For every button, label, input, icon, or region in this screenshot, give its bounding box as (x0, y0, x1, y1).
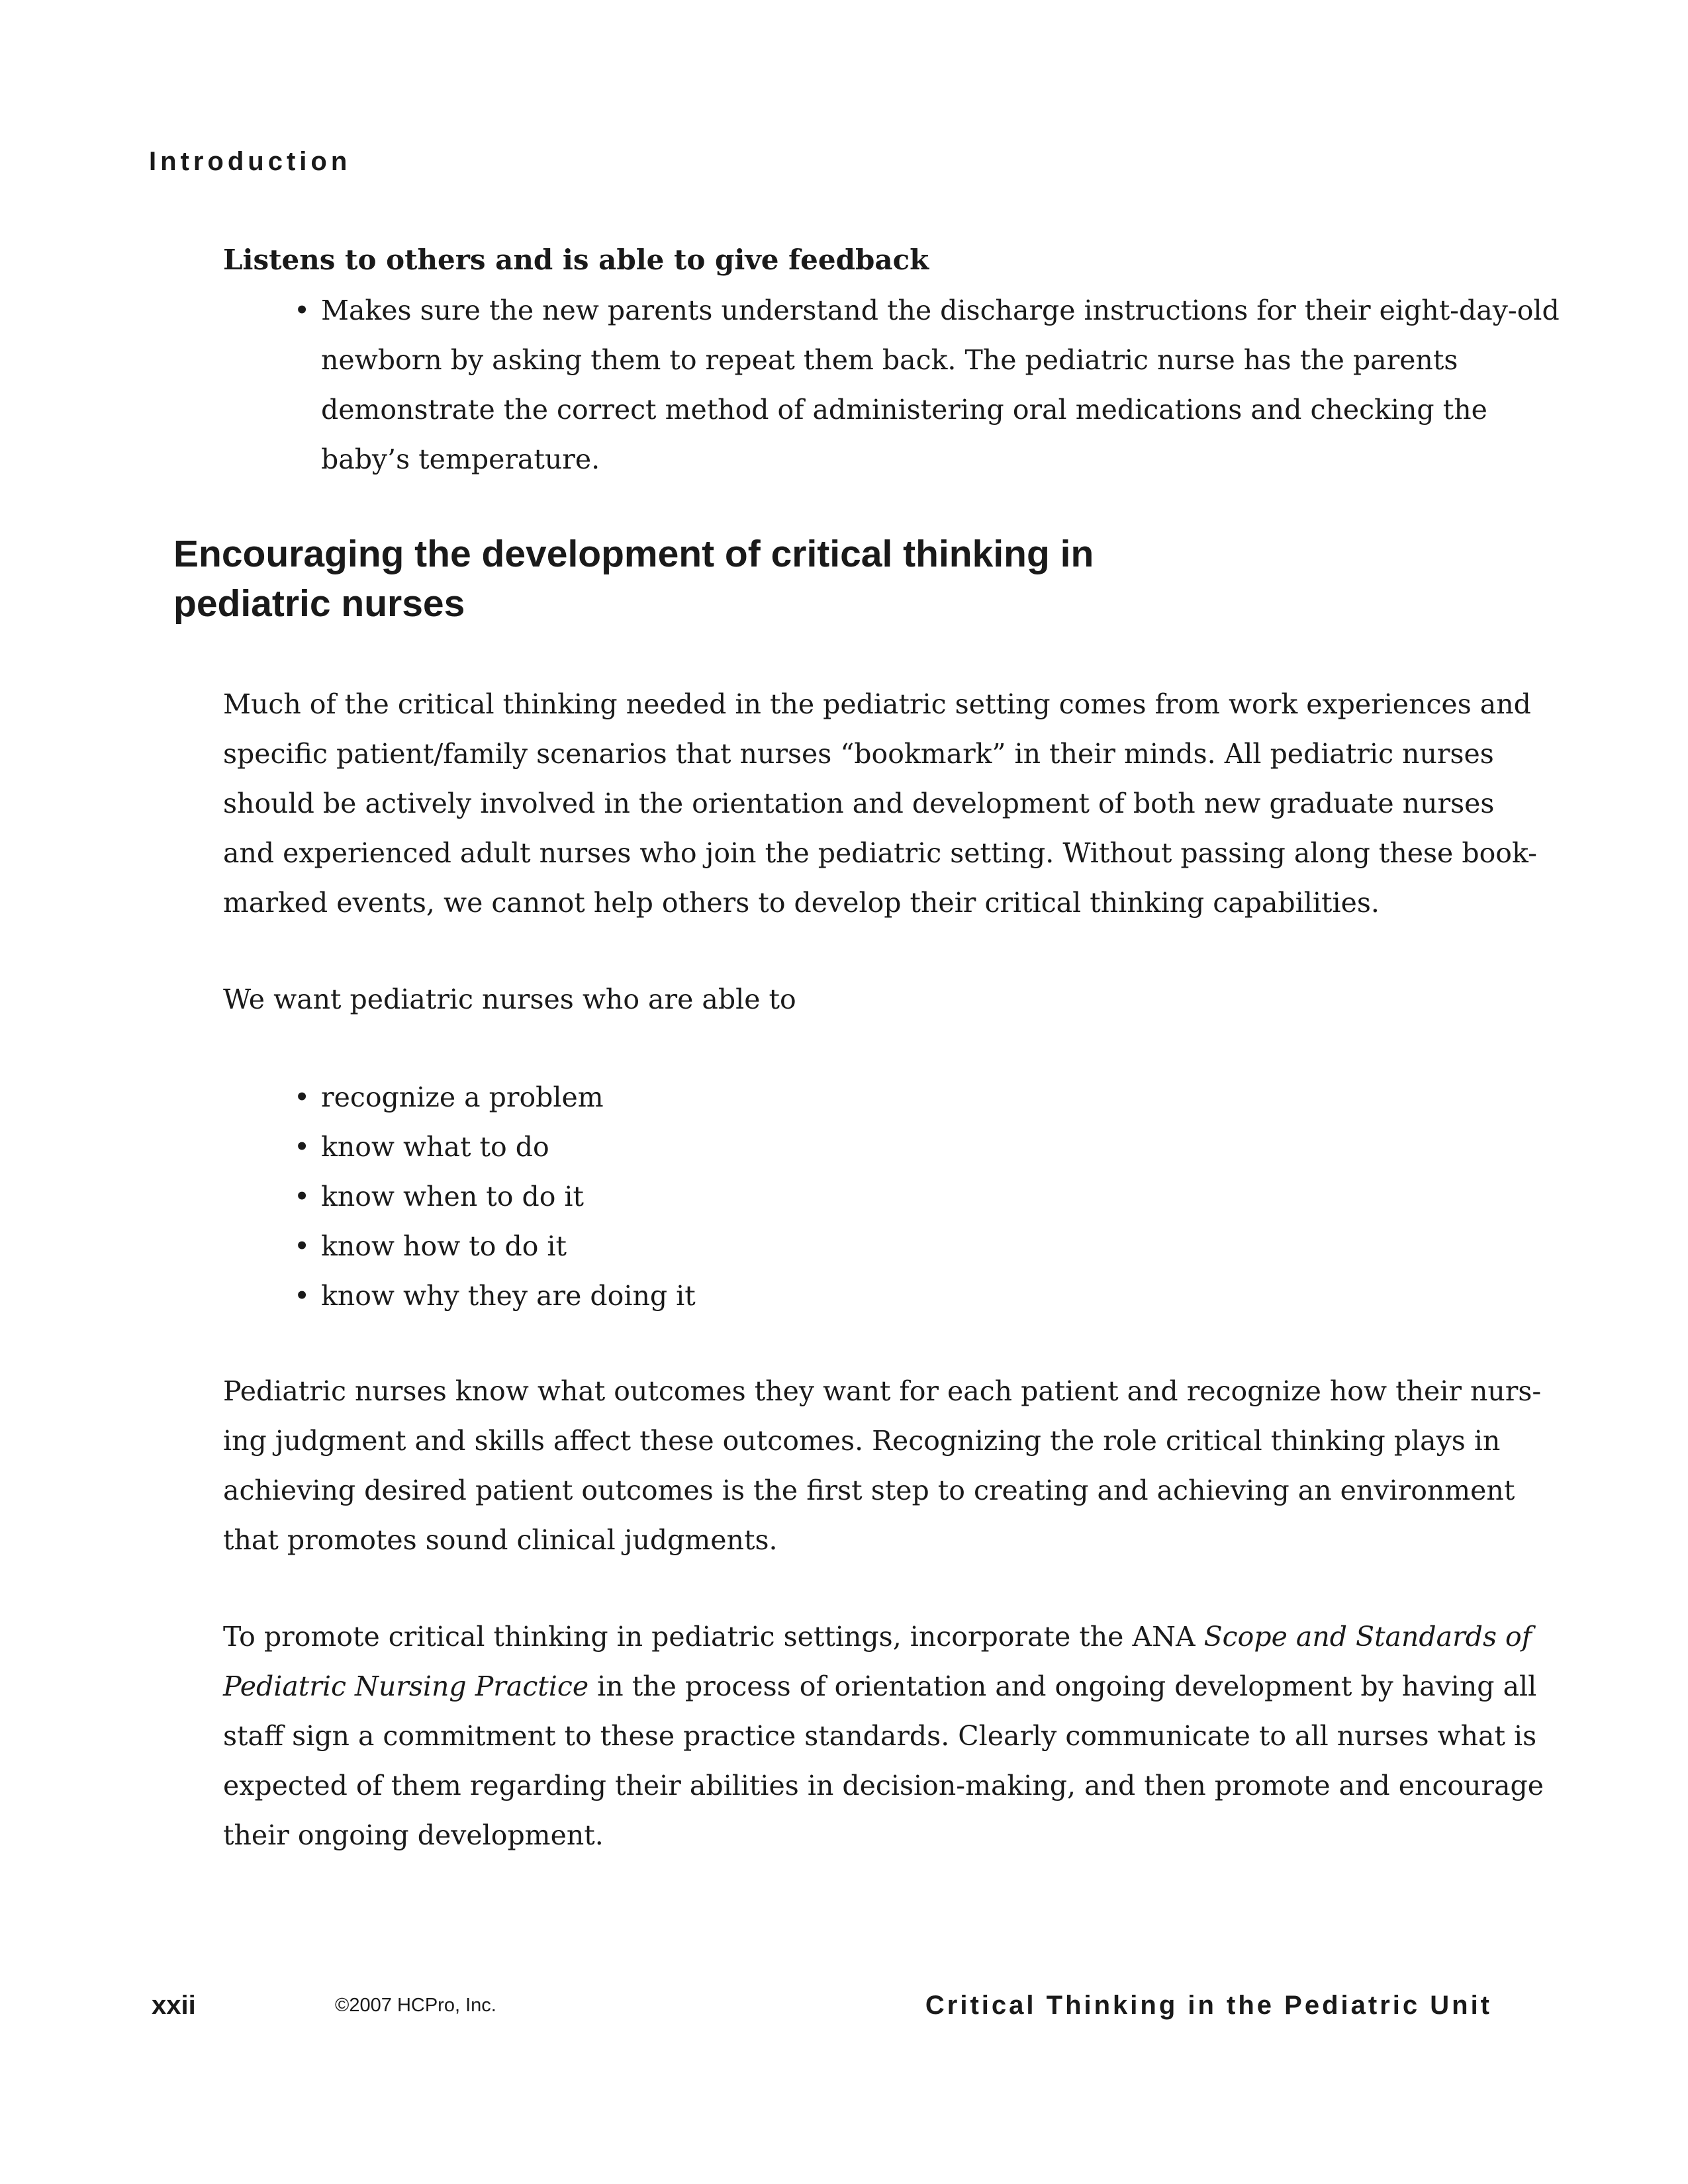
list-item (294, 1222, 696, 1271)
bullet-marker: • (294, 1181, 310, 1212)
publication-title: Pediatric Nursing Practice (223, 1670, 589, 1702)
book-title: Critical Thinking in the Pediatric Unit (925, 1991, 1492, 2020)
subheading: Listens to others and is able to give feedback (223, 244, 929, 276)
copyright: ©2007 HCPro, Inc. (335, 1995, 496, 2016)
bullet-text: baby’s temperature. (321, 443, 600, 475)
text-line (223, 1662, 1544, 1711)
section-heading (173, 529, 1094, 629)
text-line: achieving desired patient outcomes is the first step to creating and achieving an environment (223, 1475, 1515, 1506)
text-line: should be actively involved in the orientation and development of both new graduate nurses (223, 788, 1495, 819)
text-line: staff sign a commitment to these practice standards. Clearly communicate to all nurses what is (223, 1720, 1537, 1752)
bullet-text: Makes sure the new parents understand the discharge instructions for their eight-day-old (321, 295, 1560, 326)
list-item-text: know what to do (321, 1131, 549, 1163)
paragraph-1 (223, 680, 1537, 928)
list-item (294, 1073, 696, 1122)
bullet-marker: • (294, 1081, 310, 1113)
bullet-text: demonstrate the correct method of administering oral medications and checking the (321, 394, 1487, 426)
text-line: that promotes sound clinical judgments. (223, 1524, 778, 1556)
bullet-text: newborn by asking them to repeat them back. The pediatric nurse has the parents (321, 344, 1458, 376)
bullet-marker: • (294, 1280, 310, 1312)
paragraph-2 (223, 1367, 1541, 1565)
running-header: Introduction (149, 147, 352, 176)
intro-sentence: We want pediatric nurses who are able to (223, 983, 796, 1015)
bullet-marker: • (294, 1230, 310, 1262)
text-line: and experienced adult nurses who join the pediatric setting. Without passing along these book- (223, 837, 1537, 869)
text-line: expected of them regarding their abilities in decision-making, and then promote and encourage (223, 1770, 1544, 1801)
list-item-text: know how to do it (321, 1230, 567, 1262)
page-number: xxii (152, 1991, 196, 2020)
list-item (294, 1271, 696, 1321)
abilities-list (294, 1073, 696, 1321)
text-line: ing judgment and skills affect these outcomes. Recognizing the role critical thinking plays in (223, 1425, 1501, 1457)
text-line: Much of the critical thinking needed in the pediatric setting comes from work experiences and (223, 688, 1531, 720)
text-line: Pediatric nurses know what outcomes they want for each patient and recognize how their nurs- (223, 1375, 1542, 1407)
text-span: in the process of orientation and ongoing development by having all (588, 1670, 1537, 1702)
list-item-text: recognize a problem (321, 1081, 604, 1113)
list-item (294, 1122, 696, 1172)
feedback-bullet (294, 286, 1560, 484)
paragraph-3 (223, 1612, 1544, 1860)
heading-line: pediatric nurses (173, 582, 465, 625)
list-item-text: know why they are doing it (321, 1280, 696, 1312)
bullet-marker: • (294, 295, 310, 326)
text-line: marked events, we cannot help others to develop their critical thinking capabilities. (223, 887, 1380, 919)
text-line: specific patient/family scenarios that nurses “bookmark” in their minds. All pediatric nurses (223, 738, 1494, 770)
publication-title: Scope and Standards of (1203, 1621, 1532, 1653)
list-item (294, 1172, 696, 1222)
list-item-text: know when to do it (321, 1181, 585, 1212)
bullet-marker: • (294, 1131, 310, 1163)
text-line (223, 1612, 1544, 1662)
heading-line: Encouraging the development of critical thinking in (173, 533, 1094, 575)
text-line: their ongoing development. (223, 1819, 604, 1851)
text-span: To promote critical thinking in pediatric settings, incorporate the ANA (223, 1621, 1204, 1653)
